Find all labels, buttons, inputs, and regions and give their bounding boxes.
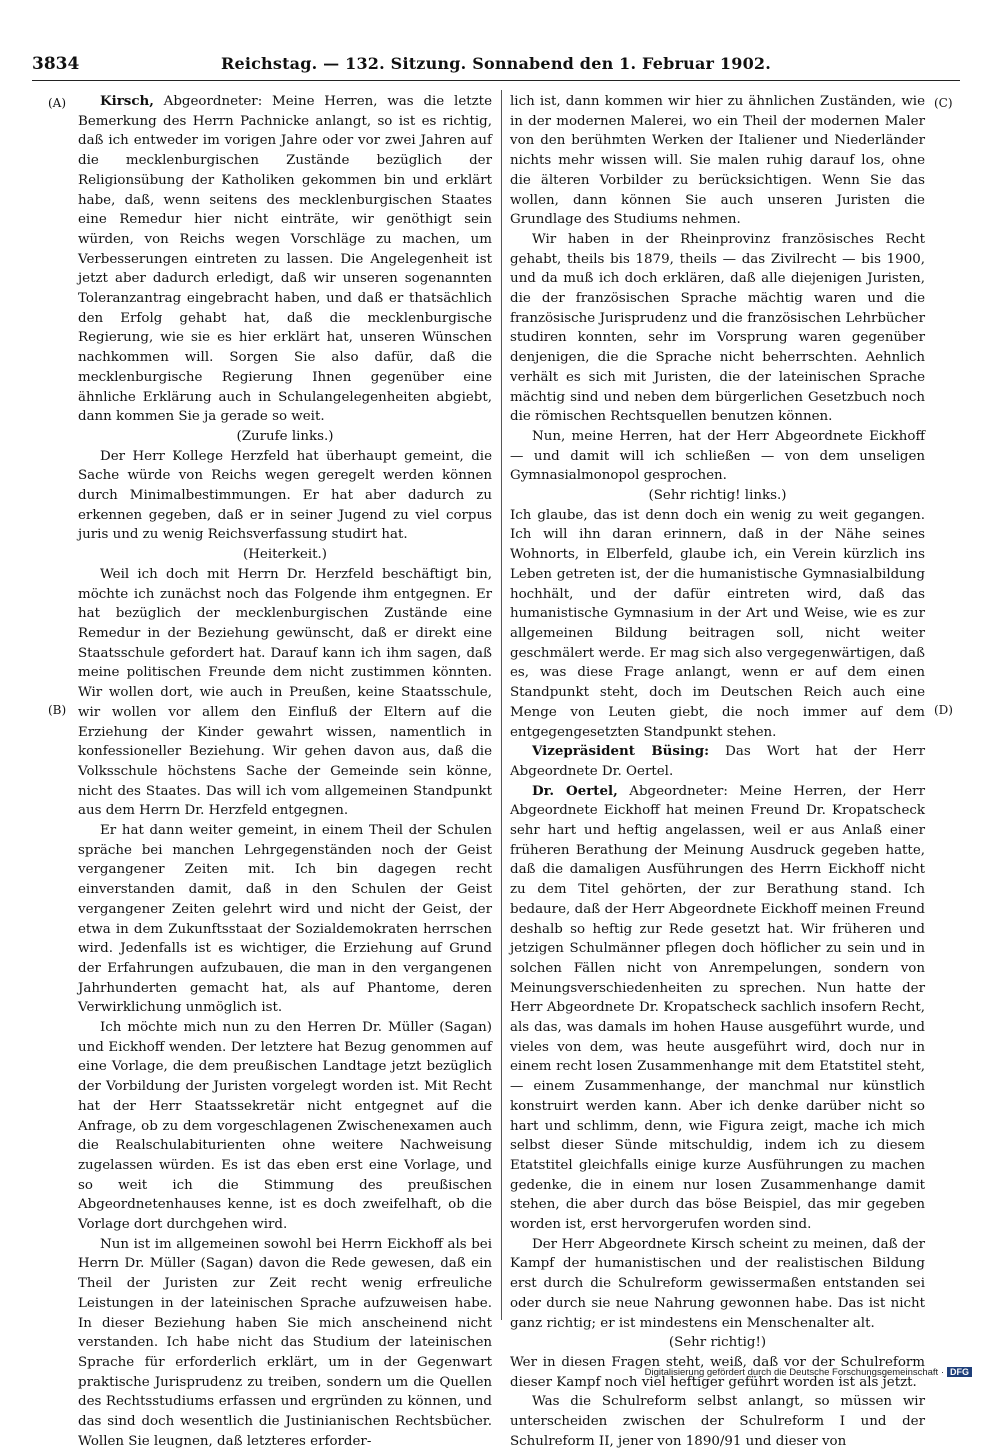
interjection: (Sehr richtig! links.) <box>648 488 787 504</box>
speaker-name: Kirsch, <box>100 93 154 109</box>
speaker-name: Dr. Oertel, <box>532 782 618 799</box>
paragraph-text: Abgeordneter: Meine Herren, der Herr Abgeordnete Eickhoff hat meinen Freund Dr. Kropatscheck sehr hart und heftig angelassen, weil er aus Anlaß einer früheren Berathung der Meinung Ausdruck gegeben hatte, daß die damaligen Ausführungen des Herrn Eickhoff nicht zu dem Titel gehörten, der zur Berathung stand. Ich bedaure, daß der Herr Abgeordnete Eickhoff meinen Freund deshalb so heftig zur Rede gesetzt hat. Wir früheren und jetzigen Schulmänner pflegen doch höflicher zu sein und in solchen Fällen nicht von Anrempelungen, sondern von Meinungsverschiedenheiten zu sprechen. Nun hatte der Herr Abgeordnete Dr. Kropatscheck sachlich insofern Recht, als das, was damals im hohen Hause ausgeführt wurde, und vieles von dem, was heute ausgeführt wird, doch nur in einem recht losen Zusammenhange mit dem Etatstitel steht, — einem Zusammenhange, der manchmal nur künstlich konstruirt werden kann. Aber ich denke darüber nicht so hart und schlimm, denn, wie Figura zeigt, mache ich mich selbst dieser Sünde mitschuldig, indem ich zu diesem Etatstitel gleichfalls einige kurze Ausführungen zu machen gedenke, die in einem nur losen Zusammenhange damit stehen, die aber durch das böse Beispiel, das mir gegeben worden ist, erst hervorgerufen worden sind. <box>510 783 925 1233</box>
paragraph <box>510 1392 925 1451</box>
interjection: (Sehr richtig!) <box>668 1335 767 1351</box>
margin-marker-b: (B) <box>48 703 67 717</box>
paragraph-text: Der Herr Kollege Herzfeld hat überhaupt gemeint, die Sache würde von Reichs wegen geregelt werden können durch Minimalbestimmungen. Er hat aber dadurch zu erkennen gegeben, daß er in seiner Jugend zu viel corpus juris und zu wenig Reichsverfassung studirt hat. <box>78 448 492 543</box>
paragraph-text: Ich möchte mich nun zu den Herren Dr. Müller (Sagan) und Eickhoff wenden. Der letztere hat Bezug genommen auf eine Vorlage, die dem preußischen Landtage jetzt bezüglich der Vorbildung der Juristen vorgelegt worden ist. Mit Recht hat der Herr Staatssekretär nicht entgegnet auf die Anfrage, ob zu dem vorgeschlagenen Zwischenexamen auch die Realschulabiturienten ohne weitere Nachweisung zugelassen würden. Es ist das eben erst eine Vorlage, und so weit ich die Stimmung des preußischen Abgeordnetenhauses kenne, ist es doch zweifelhaft, ob die Vorlage dort durchgehen wird. <box>78 1020 492 1233</box>
paragraph-text: Was die Schulreform selbst anlangt, so müssen wir unterscheiden zwischen der Schulreform I und der Schulreform II, jener von 1890/91 und dieser von <box>510 1394 925 1449</box>
left-column <box>78 92 492 1449</box>
speaker-name: Vizepräsident Büsing: <box>532 743 710 760</box>
margin-marker-a: (A) <box>48 96 67 110</box>
page-number: 3834 <box>32 54 80 74</box>
paragraph-text: Abgeordneter: Meine Herren, was die letzte Bemerkung des Herrn Pachnicke anlangt, so ist es richtig, daß ich entweder im vorigen Jahre oder vor zwei Jahren auf die mecklenburgischen Zustände bezüglich der Religionsübung der Katholiken gekommen bin und erklärt habe, daß, wenn seitens des mecklenburgischen Staates eine Remedur hier nicht einträte, wir genöthigt sein würden, von Reichs wegen Vorschläge zu machen, um Verbesserungen eintreten zu lassen. Die Angelegenheit ist jetzt aber dadurch erledigt, daß wir unseren sogenannten Toleranzantrag eingebracht haben, und daß er thatsächlich den Erfolg gehabt hat, daß die mecklenburgische Regierung, wie sie es hier erklärt hat, unseren Wünschen nachkommen will. Sorgen Sie also dafür, daß die mecklenburgische Regierung Ihnen gegenüber eine ähnliche Erklärung auch in Schulangelegenheiten abgiebt, dann kommen Sie ja gerade so weit. <box>78 94 492 425</box>
paragraph-text: Der Herr Abgeordnete Kirsch scheint zu meinen, daß der Kampf der humanistischen und der realistischen Bildung erst durch die Schulreform gewissermaßen entstanden sei oder durch sie neue Nahrung gewonnen habe. Das ist nicht ganz richtig; er ist mindestens ein Menschenalter alt. <box>510 1236 925 1331</box>
paragraph-text: Wir haben in der Rheinprovinz französisches Recht gehabt, theils bis 1879, theils — das Zivilrecht — bis 1900, und da muß ich doch erklären, daß alle diejenigen Juristen, die der französischen Sprache mächtig waren und die französische Jurisprudenz und die französischen Lehrbücher studiren konnten, sehr im Vorsprung waren gegenüber denjenigen, die die Sprache nicht beherrschten. Aehnlich verhält es sich mit Juristen, die der lateinischen Sprache mächtig sind und neben dem bürgerlichen Gesetzbuch noch die römischen Rechtsquellen benutzen können. <box>510 231 925 425</box>
footer-text: Digitalisierung gefördert durch die Deutsche Forschungsgemeinschaft · <box>644 1367 944 1378</box>
dfg-logo: DFG <box>947 1367 972 1377</box>
footer-credit <box>645 1367 972 1378</box>
paragraph <box>78 565 492 821</box>
paragraph-text: lich ist, dann kommen wir hier zu ähnlichen Zuständen, wie in der modernen Malerei, wo ein Theil der modernen Maler von den berühmten Werken der Italiener und Niederländer nichts mehr wissen will. Sie malen ruhig darauf los, ohne die älteren Vorbilder zu berücksichtigen. Wenn Sie das wollen, dann können Sie auch unseren Juristen die Grundlage des Studiums nehmen. <box>510 94 925 228</box>
paragraph-text: Nun, meine Herren, hat der Herr Abgeordnete Eickhoff — und damit will ich schließen — von dem unseligen Gymnasialmonopol gesprochen. <box>510 428 925 484</box>
paragraph <box>78 447 492 546</box>
interjection: (Zurufe links.) <box>236 428 334 444</box>
paragraph <box>510 427 925 486</box>
page-header <box>32 54 960 80</box>
paragraph <box>510 1235 925 1334</box>
page-title: Reichstag. — 132. Sitzung. Sonnabend den 1. Februar 1902. <box>220 54 772 73</box>
paragraph-text: Er hat dann weiter gemeint, in einem Theil der Schulen spräche bei manchen Lehrgegenständen noch der Geist vergangener Zeiten mit. Ich bin dagegen recht einverstanden damit, daß in den Schulen der Geist vergangener Zeiten gelehrt wird und nicht der Geist, der etwa in dem Zukunftsstaat der Sozialdemokraten herrschen wird. Jedenfalls ist es wichtiger, die Erziehung auf Grund der Erfahrungen aufzubauen, die man in den vergangenen Jahrhunderten gemacht hat, als auf Phantome, deren Verwirklichung unmöglich ist. <box>78 823 492 1016</box>
header-rule <box>32 80 960 81</box>
paragraph-text: Weil ich doch mit Herrn Dr. Herzfeld beschäftigt bin, möchte ich zunächst noch das Folgende ihm entgegnen. Er hat bezüglich der mecklenburgischen Zustände eine Remedur in der Beziehung gewünscht, daß er direkt eine Staatsschule gefordert hat. Darauf kann ich ihm sagen, daß meine politischen Freunde dem nicht zustimmen könnten. Wir wollen dort, wie auch in Preußen, keine Staatsschule, wir wollen vor allem den Einfluß der Eltern auf die Erziehung der Kinder gewahrt wissen, namentlich in konfessioneller Beziehung. Wir gehen davon aus, daß die Volksschule höchstens Sache der Gemeinde sein könne, nicht des Staates. Das will ich vom allgemeinen Standpunkt aus dem Herrn Dr. Herzfeld entgegnen. <box>78 566 492 819</box>
paragraph <box>510 742 925 781</box>
paragraph <box>78 92 492 427</box>
column-divider <box>501 90 502 1320</box>
interjection: (Heiterkeit.) <box>243 547 327 563</box>
paragraph <box>510 92 925 230</box>
paragraph <box>78 821 492 1018</box>
margin-marker-c: (C) <box>934 96 953 110</box>
paragraph <box>78 1018 492 1235</box>
paragraph <box>78 1235 492 1452</box>
paragraph-text: Ich glaube, das ist denn doch ein wenig zu weit gegangen. Ich will ihn daran erinnern, daß in der Nähe seines Wohnorts, in Elberfeld, glaube ich, ein Verein kürzlich ins Leben getreten ist, der die humanistische Gymnasialbildung hochhält, und der dafür eintreten wird, daß das humanistische Gymnasium in der Art und Weise, wie es zur allgemeinen Bildung beitragen soll, nicht weiter geschmälert werde. Er mag sich also vergegenwärtigen, daß es, was diese Frage anlangt, wenn er auf dem einen Standpunkt steht, doch im Deutschen Reich auch eine Menge von Leuten giebt, die noch immer auf dem entgegengesetzten Standpunkt stehen. <box>510 507 925 740</box>
paragraph-text: Nun ist im allgemeinen sowohl bei Herrn Eickhoff als bei Herrn Dr. Müller (Sagan) davon die Rede gewesen, daß ein Theil der Juristen zur Zeit recht wenig erfreuliche Leistungen in der lateinischen Sprache aufzuweisen habe. In dieser Beziehung haben Sie mich anscheinend nicht verstanden. Ich habe nicht das Studium der lateinischen Sprache für erforderlich erklärt, um in der Gegenwart praktische Jurisprudenz zu treiben, sondern um die Quellen des Rechtsstudiums erfassen und ergründen zu können, und das sind doch wesentlich die Justinianischen Rechtsbücher. Wollen Sie leugnen, daß letzteres erforder- <box>78 1236 492 1449</box>
margin-marker-d: (D) <box>934 703 953 717</box>
paragraph-text: Wer in diesen Fragen steht, weiß, daß vor der Schulreform dieser Kampf noch viel heftiger geführt worden ist als jetzt. <box>510 1355 925 1390</box>
paragraph <box>510 782 925 1235</box>
paragraph-text: Das Wort hat der Herr Abgeordnete Dr. Oertel. <box>510 744 925 779</box>
paragraph <box>510 506 925 742</box>
paragraph <box>510 230 925 427</box>
